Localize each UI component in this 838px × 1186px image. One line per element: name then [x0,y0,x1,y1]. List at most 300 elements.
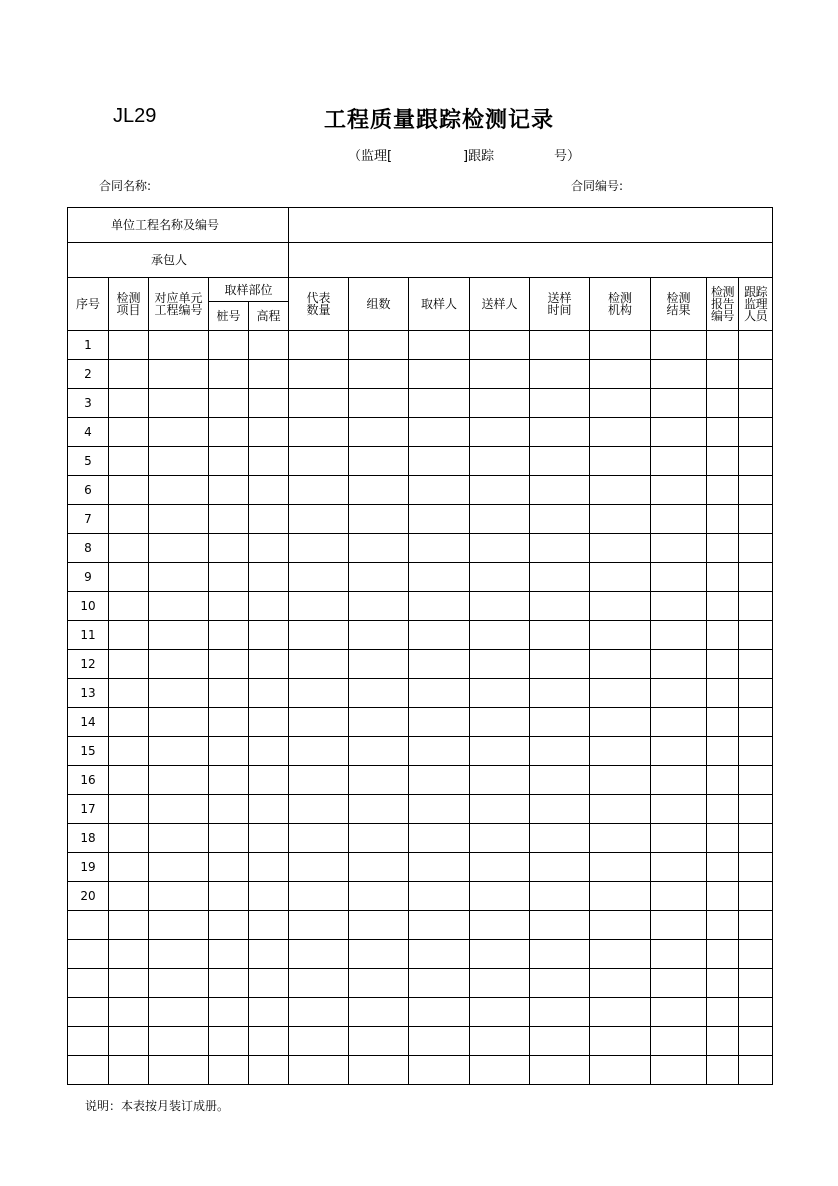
table-cell[interactable] [590,998,651,1027]
table-cell[interactable] [590,650,651,679]
table-cell[interactable] [209,360,249,389]
table-cell[interactable] [470,795,530,824]
table-cell[interactable] [470,360,530,389]
table-cell[interactable] [349,476,409,505]
table-cell[interactable] [149,766,209,795]
table-cell[interactable] [109,766,149,795]
table-cell[interactable] [349,1056,409,1085]
table-cell[interactable] [149,1027,209,1056]
table-cell[interactable] [249,882,289,911]
table-cell[interactable] [530,534,590,563]
table-cell[interactable] [289,360,349,389]
table-cell[interactable] [651,1027,707,1056]
table-cell[interactable] [209,795,249,824]
table-cell[interactable] [590,1027,651,1056]
table-cell[interactable] [289,795,349,824]
table-cell[interactable] [707,505,739,534]
table-cell[interactable] [409,360,470,389]
table-cell[interactable] [470,911,530,940]
table-cell[interactable] [109,650,149,679]
table-cell[interactable] [249,795,289,824]
table-cell[interactable] [590,679,651,708]
table-cell[interactable] [651,331,707,360]
table-cell[interactable] [530,708,590,737]
table-cell[interactable] [289,969,349,998]
table-cell[interactable] [109,563,149,592]
table-cell[interactable] [209,331,249,360]
table-cell[interactable] [349,824,409,853]
table-cell[interactable] [651,534,707,563]
table-cell[interactable] [149,737,209,766]
table-cell[interactable] [289,940,349,969]
table-cell[interactable] [530,1056,590,1085]
table-cell[interactable] [651,650,707,679]
table-cell[interactable] [249,389,289,418]
table-cell[interactable] [530,1027,590,1056]
table-cell[interactable] [651,708,707,737]
table-cell[interactable] [470,969,530,998]
table-cell[interactable] [109,331,149,360]
table-cell[interactable] [651,447,707,476]
table-cell[interactable] [530,998,590,1027]
table-cell[interactable] [651,853,707,882]
table-cell[interactable] [249,331,289,360]
table-cell[interactable] [289,389,349,418]
table-cell[interactable] [289,853,349,882]
table-cell[interactable] [149,708,209,737]
table-cell[interactable] [349,592,409,621]
table-cell[interactable] [530,476,590,505]
table-cell[interactable] [651,795,707,824]
table-cell[interactable] [530,940,590,969]
table-cell[interactable] [590,795,651,824]
table-cell[interactable] [707,737,739,766]
table-cell[interactable] [109,389,149,418]
table-cell[interactable] [289,679,349,708]
table-cell[interactable] [707,447,739,476]
table-cell[interactable] [149,360,209,389]
table-cell[interactable] [707,853,739,882]
table-cell[interactable] [739,563,773,592]
table-cell[interactable] [289,418,349,447]
table-cell[interactable] [109,998,149,1027]
table-cell[interactable] [149,998,209,1027]
table-cell[interactable] [349,1027,409,1056]
table-cell[interactable] [530,766,590,795]
table-cell[interactable] [209,418,249,447]
table-cell[interactable] [289,621,349,650]
table-cell[interactable] [409,505,470,534]
table-cell[interactable] [470,1056,530,1085]
table-cell[interactable] [470,621,530,650]
table-cell[interactable] [289,737,349,766]
table-cell[interactable] [149,795,209,824]
table-cell[interactable] [590,505,651,534]
table-cell[interactable] [470,1027,530,1056]
table-cell[interactable] [707,534,739,563]
table-cell[interactable] [470,708,530,737]
table-cell[interactable] [651,389,707,418]
table-cell[interactable] [209,563,249,592]
table-cell[interactable] [249,940,289,969]
table-cell[interactable] [739,331,773,360]
table-cell[interactable] [109,940,149,969]
table-cell[interactable] [349,998,409,1027]
table-cell[interactable] [707,650,739,679]
table-cell[interactable] [209,969,249,998]
table-cell[interactable] [470,418,530,447]
table-cell[interactable] [409,998,470,1027]
table-cell[interactable] [349,766,409,795]
table-cell[interactable] [109,737,149,766]
table-cell[interactable] [651,476,707,505]
table-cell[interactable] [707,882,739,911]
table-cell[interactable] [249,737,289,766]
table-cell[interactable] [409,476,470,505]
table-cell[interactable] [651,940,707,969]
table-cell[interactable] [149,331,209,360]
table-cell[interactable] [289,563,349,592]
table-cell[interactable] [590,476,651,505]
table-cell[interactable] [651,592,707,621]
table-cell[interactable] [651,882,707,911]
table-cell[interactable] [209,621,249,650]
table-cell[interactable] [409,534,470,563]
table-cell[interactable] [470,447,530,476]
table-cell[interactable] [109,621,149,650]
table-cell[interactable] [530,911,590,940]
table-cell[interactable] [470,853,530,882]
table-cell[interactable] [707,360,739,389]
table-cell[interactable] [209,650,249,679]
table-cell[interactable] [209,882,249,911]
table-cell[interactable] [209,737,249,766]
table-cell[interactable] [707,563,739,592]
table-cell[interactable] [209,534,249,563]
table-cell[interactable] [149,563,209,592]
table-cell[interactable] [249,679,289,708]
table-cell[interactable] [530,650,590,679]
table-cell[interactable] [739,853,773,882]
table-cell[interactable] [470,331,530,360]
table-cell[interactable] [530,447,590,476]
table-cell[interactable] [739,824,773,853]
table-cell[interactable] [209,389,249,418]
table-cell[interactable] [739,476,773,505]
table-cell[interactable] [109,360,149,389]
table-cell[interactable] [289,766,349,795]
table-cell[interactable] [409,592,470,621]
table-cell[interactable] [470,592,530,621]
table-cell[interactable] [209,824,249,853]
table-cell[interactable] [651,563,707,592]
table-cell[interactable] [289,882,349,911]
table-cell[interactable] [209,853,249,882]
table-cell[interactable] [349,650,409,679]
table-cell[interactable] [109,679,149,708]
table-cell[interactable] [349,331,409,360]
table-cell[interactable] [470,882,530,911]
table-cell[interactable] [349,679,409,708]
table-cell[interactable] [349,360,409,389]
table-cell[interactable] [409,911,470,940]
table-cell[interactable] [739,534,773,563]
table-cell[interactable] [149,853,209,882]
table-cell[interactable] [530,621,590,650]
table-cell[interactable] [470,476,530,505]
table-cell[interactable] [470,824,530,853]
table-cell[interactable] [651,1056,707,1085]
table-cell[interactable] [651,360,707,389]
table-cell[interactable] [289,650,349,679]
table-cell[interactable] [530,592,590,621]
table-cell[interactable] [707,969,739,998]
table-cell[interactable] [349,418,409,447]
table-cell[interactable] [530,824,590,853]
table-cell[interactable] [409,447,470,476]
table-cell[interactable] [409,766,470,795]
table-cell[interactable] [530,882,590,911]
table-cell[interactable] [149,824,209,853]
table-cell[interactable] [109,447,149,476]
table-cell[interactable] [209,447,249,476]
table-cell[interactable] [470,998,530,1027]
table-cell[interactable] [209,476,249,505]
table-cell[interactable] [209,766,249,795]
table-cell[interactable] [209,1056,249,1085]
table-cell[interactable] [209,998,249,1027]
table-cell[interactable] [249,563,289,592]
table-cell[interactable] [249,418,289,447]
table-cell[interactable] [739,911,773,940]
table-cell[interactable] [470,650,530,679]
table-cell[interactable] [149,534,209,563]
table-cell[interactable] [651,911,707,940]
table-cell[interactable] [590,824,651,853]
table-cell[interactable] [739,998,773,1027]
table-cell[interactable] [409,563,470,592]
table-cell[interactable] [249,650,289,679]
table-cell[interactable] [530,969,590,998]
table-cell[interactable] [289,592,349,621]
table-cell[interactable] [707,418,739,447]
table-cell[interactable] [289,911,349,940]
table-cell[interactable] [739,505,773,534]
table-cell[interactable] [590,940,651,969]
table-cell[interactable] [149,1056,209,1085]
table-cell[interactable] [530,853,590,882]
table-cell[interactable] [249,766,289,795]
table-cell[interactable] [409,389,470,418]
table-cell[interactable] [470,534,530,563]
table-cell[interactable] [149,911,209,940]
table-cell[interactable] [109,882,149,911]
table-cell[interactable] [249,998,289,1027]
table-cell[interactable] [209,1027,249,1056]
table-cell[interactable] [590,447,651,476]
table-cell[interactable] [109,476,149,505]
table-cell[interactable] [349,795,409,824]
table-cell[interactable] [249,911,289,940]
table-cell[interactable] [409,708,470,737]
table-cell[interactable] [707,911,739,940]
table-cell[interactable] [249,534,289,563]
table-cell[interactable] [470,940,530,969]
table-cell[interactable] [590,360,651,389]
table-cell[interactable] [590,389,651,418]
table-cell[interactable] [289,708,349,737]
table-cell[interactable] [249,1056,289,1085]
table-cell[interactable] [149,940,209,969]
table-cell[interactable] [349,505,409,534]
table-cell[interactable] [590,331,651,360]
table-cell[interactable] [349,389,409,418]
table-cell[interactable] [590,563,651,592]
table-cell[interactable] [149,679,209,708]
table-cell[interactable] [249,621,289,650]
table-cell[interactable] [590,592,651,621]
table-cell[interactable] [349,737,409,766]
table-cell[interactable] [109,824,149,853]
table-cell[interactable] [739,1056,773,1085]
table-cell[interactable] [289,998,349,1027]
table-cell[interactable] [707,621,739,650]
table-cell[interactable] [149,592,209,621]
table-cell[interactable] [707,708,739,737]
table-cell[interactable] [209,505,249,534]
table-cell[interactable] [590,766,651,795]
table-cell[interactable] [530,418,590,447]
table-cell[interactable] [651,737,707,766]
table-cell[interactable] [590,1056,651,1085]
table-cell[interactable] [209,592,249,621]
table-cell[interactable] [289,1056,349,1085]
table-cell[interactable] [109,534,149,563]
table-cell[interactable] [530,389,590,418]
table-cell[interactable] [349,940,409,969]
table-cell[interactable] [739,389,773,418]
table-cell[interactable] [707,1027,739,1056]
table-cell[interactable] [739,940,773,969]
table-cell[interactable] [739,737,773,766]
contractor-value[interactable] [289,243,773,278]
table-cell[interactable] [707,824,739,853]
table-cell[interactable] [651,621,707,650]
table-cell[interactable] [289,331,349,360]
table-cell[interactable] [409,1027,470,1056]
table-cell[interactable] [149,650,209,679]
table-cell[interactable] [739,650,773,679]
table-cell[interactable] [530,331,590,360]
table-cell[interactable] [707,766,739,795]
table-cell[interactable] [590,534,651,563]
table-cell[interactable] [209,708,249,737]
table-cell[interactable] [651,998,707,1027]
table-cell[interactable] [707,998,739,1027]
table-cell[interactable] [739,592,773,621]
table-cell[interactable] [739,969,773,998]
table-cell[interactable] [739,418,773,447]
table-cell[interactable] [409,795,470,824]
table-cell[interactable] [349,882,409,911]
table-cell[interactable] [249,969,289,998]
table-cell[interactable] [739,795,773,824]
table-cell[interactable] [470,679,530,708]
table-cell[interactable] [409,331,470,360]
table-cell[interactable] [409,418,470,447]
table-cell[interactable] [409,679,470,708]
table-cell[interactable] [530,679,590,708]
table-cell[interactable] [109,853,149,882]
table-cell[interactable] [149,418,209,447]
table-cell[interactable] [470,737,530,766]
table-cell[interactable] [209,940,249,969]
table-cell[interactable] [651,969,707,998]
table-cell[interactable] [651,418,707,447]
table-cell[interactable] [707,331,739,360]
table-cell[interactable] [349,911,409,940]
table-cell[interactable] [409,650,470,679]
table-cell[interactable] [651,824,707,853]
table-cell[interactable] [409,882,470,911]
table-cell[interactable] [409,969,470,998]
table-cell[interactable] [349,708,409,737]
table-cell[interactable] [590,853,651,882]
table-cell[interactable] [739,360,773,389]
table-cell[interactable] [590,882,651,911]
table-cell[interactable] [651,766,707,795]
table-cell[interactable] [109,1056,149,1085]
table-cell[interactable] [590,969,651,998]
table-cell[interactable] [109,911,149,940]
table-cell[interactable] [249,476,289,505]
table-cell[interactable] [289,534,349,563]
table-cell[interactable] [109,795,149,824]
table-cell[interactable] [249,447,289,476]
table-cell[interactable] [249,824,289,853]
table-cell[interactable] [707,592,739,621]
table-cell[interactable] [530,360,590,389]
table-cell[interactable] [149,476,209,505]
table-cell[interactable] [739,1027,773,1056]
table-cell[interactable] [109,1027,149,1056]
table-cell[interactable] [470,766,530,795]
table-cell[interactable] [739,882,773,911]
table-cell[interactable] [249,505,289,534]
table-cell[interactable] [289,505,349,534]
table-cell[interactable] [149,505,209,534]
table-cell[interactable] [739,679,773,708]
table-cell[interactable] [530,737,590,766]
table-cell[interactable] [409,737,470,766]
table-cell[interactable] [409,621,470,650]
table-cell[interactable] [109,592,149,621]
table-cell[interactable] [349,853,409,882]
table-cell[interactable] [149,447,209,476]
table-cell[interactable] [707,389,739,418]
table-cell[interactable] [739,766,773,795]
table-cell[interactable] [530,505,590,534]
table-cell[interactable] [590,621,651,650]
table-cell[interactable] [249,1027,289,1056]
table-cell[interactable] [707,1056,739,1085]
table-cell[interactable] [149,621,209,650]
table-cell[interactable] [349,563,409,592]
table-cell[interactable] [707,476,739,505]
table-cell[interactable] [249,592,289,621]
table-cell[interactable] [409,940,470,969]
table-cell[interactable] [109,505,149,534]
